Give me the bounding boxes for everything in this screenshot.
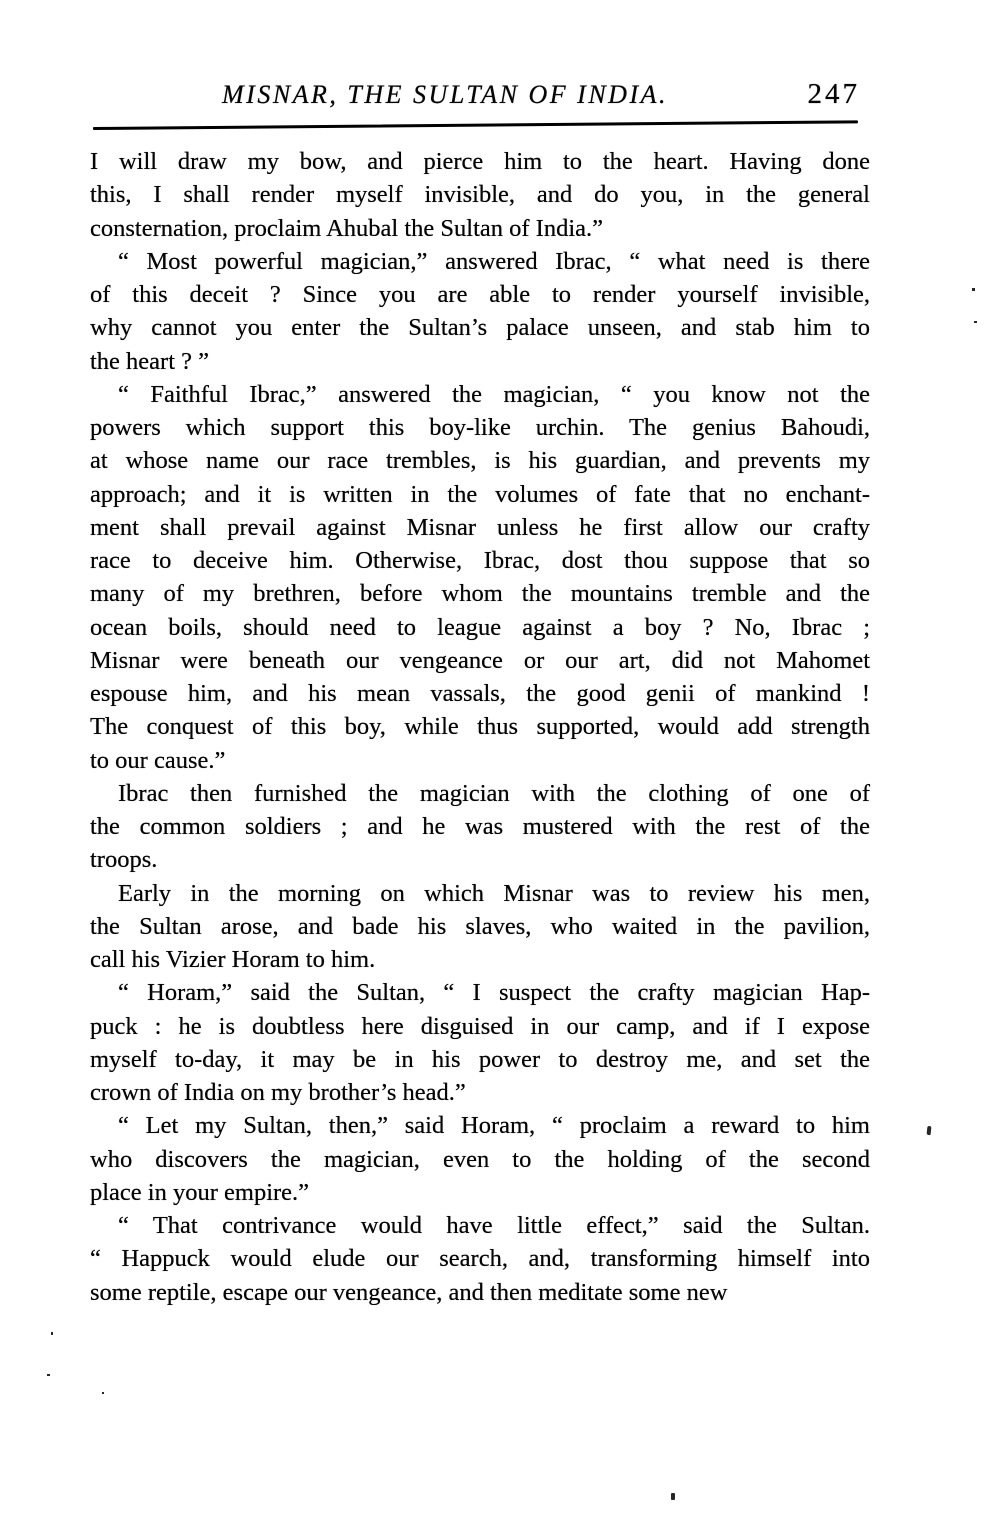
- page-number: 247: [807, 78, 860, 110]
- text-line: puck : he is doubtless here disguised in our camp, and if I expose: [90, 1012, 870, 1040]
- scan-artifact: [51, 1332, 53, 1335]
- text-line: this, I shall render myself invisible, and do you, in the general: [90, 181, 870, 209]
- text-line: “ That contrivance would have little effect,” said the Sultan.: [118, 1212, 870, 1239]
- scan-artifact: [47, 1374, 50, 1376]
- text-line: The conquest of this boy, while thus supported, would add strength: [90, 713, 870, 741]
- page-body: [90, 145, 870, 1309]
- text-line: the heart ? ”: [90, 347, 210, 375]
- running-header: [90, 80, 870, 114]
- text-line: who discovers the magician, even to the holding of the second: [90, 1145, 870, 1173]
- text-line: the common soldiers ; and he was mustered with the rest of the: [90, 813, 870, 840]
- text-line: powers which support this boy-like urchin. The genius Bahoudi,: [90, 414, 870, 441]
- text-line: why cannot you enter the Sultan’s palace unseen, and stab him to: [90, 314, 870, 342]
- text-line: at whose name our race trembles, is his guardian, and prevents my: [90, 447, 870, 475]
- text-line: “ Faithful Ibrac,” answered the magician, “ you know not the: [118, 380, 870, 408]
- text-line: troops.: [90, 846, 158, 874]
- header-title: MISNAR, THE SULTAN OF INDIA.: [222, 80, 668, 109]
- text-line: some reptile, escape our vengeance, and then meditate some new: [90, 1278, 728, 1306]
- text-line: myself to-day, it may be in his power to destroy me, and set the: [90, 1045, 870, 1073]
- text-line: “ Horam,” said the Sultan, “ I suspect the crafty magician Hap-: [118, 979, 870, 1007]
- text-line: “ Let my Sultan, then,” said Horam, “ proclaim a reward to him: [118, 1112, 870, 1140]
- text-line: of this deceit ? Since you are able to render yourself invisible,: [90, 281, 870, 308]
- text-line: approach; and it is written in the volumes of fate that no enchant-: [90, 480, 870, 508]
- text-line: Ibrac then furnished the magician with the clothing of one of: [118, 779, 870, 807]
- text-line: to our cause.”: [90, 746, 226, 774]
- text-line: consternation, proclaim Ahubal the Sultan of India.”: [90, 214, 604, 242]
- scan-artifact: [927, 1126, 932, 1135]
- text-line: ocean boils, should need to league against a boy ? No, Ibrac ;: [90, 613, 870, 641]
- scan-artifact: [972, 288, 975, 291]
- text-line: ment shall prevail against Misnar unless he first allow our crafty: [90, 513, 870, 541]
- text-line: Misnar were beneath our vengeance or our art, did not Mahomet: [90, 646, 870, 674]
- scan-artifact: [102, 1392, 104, 1394]
- text-line: many of my brethren, before whom the mountains tremble and the: [90, 580, 870, 608]
- text-line: “ Happuck would elude our search, and, transforming himself into: [90, 1245, 870, 1273]
- text-line: “ Most powerful magician,” answered Ibrac, “ what need is there: [118, 247, 870, 275]
- scan-artifact: [671, 1493, 675, 1500]
- text-line: race to deceive him. Otherwise, Ibrac, dost thou suppose that so: [90, 547, 870, 574]
- text-line: place in your empire.”: [90, 1178, 310, 1206]
- text-line: call his Vizier Horam to him.: [90, 946, 376, 973]
- text-line: crown of India on my brother’s head.”: [90, 1079, 466, 1106]
- text-line: espouse him, and his mean vassals, the good genii of mankind !: [90, 680, 870, 707]
- scan-artifact: [974, 321, 977, 323]
- text-line: I will draw my bow, and pierce him to the heart. Having done: [90, 148, 870, 175]
- text-line: Early in the morning on which Misnar was to review his men,: [118, 879, 870, 907]
- text-line: the Sultan arose, and bade his slaves, who waited in the pavilion,: [90, 912, 870, 940]
- header-rule: [93, 120, 858, 130]
